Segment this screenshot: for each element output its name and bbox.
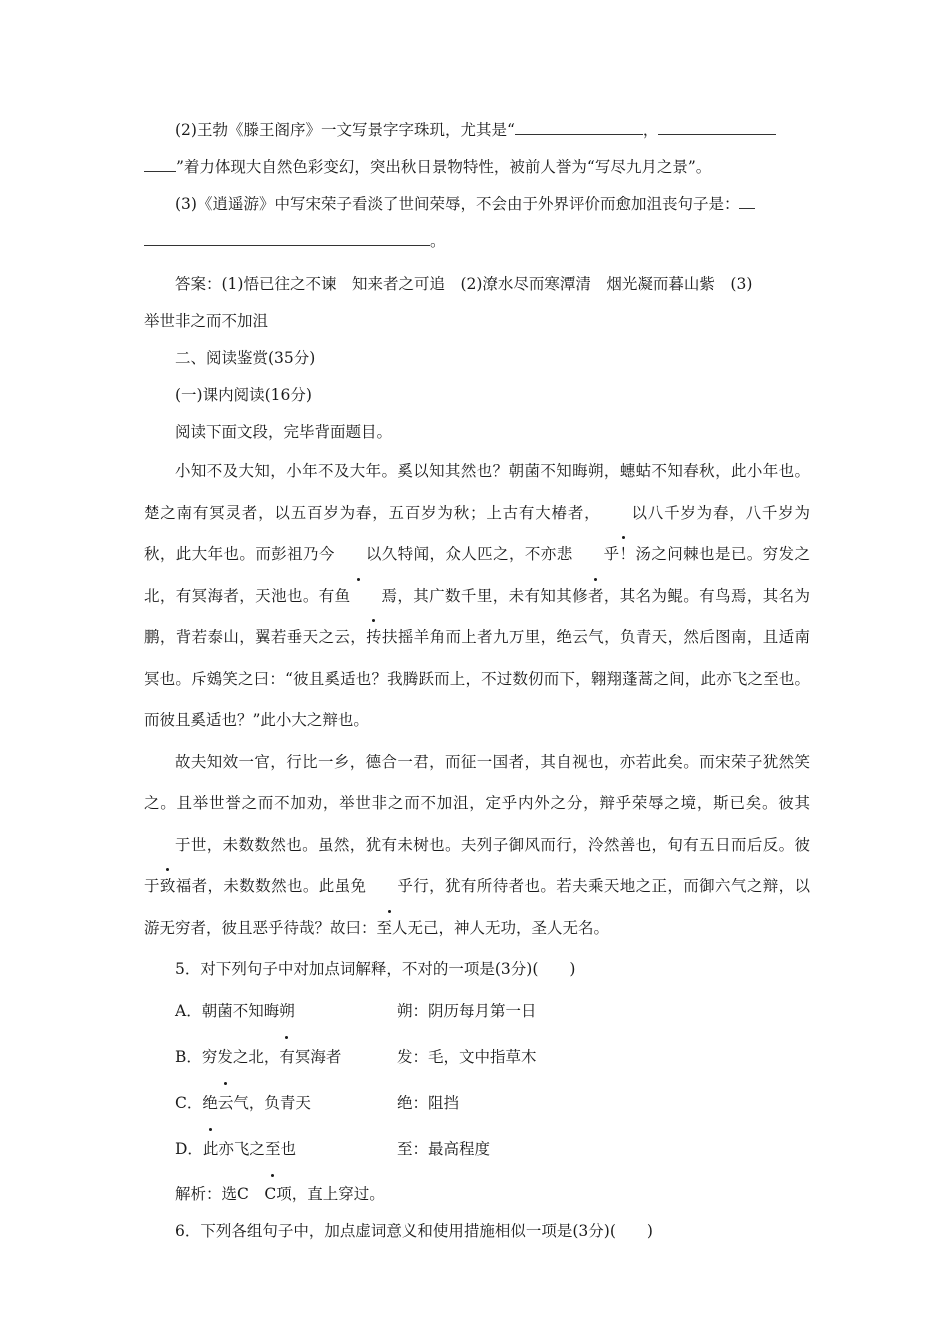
question-2-line-2 xyxy=(144,149,810,186)
dotted-character: 乎 xyxy=(573,534,620,576)
option-text: A．朝菌不知晦 xyxy=(175,1002,280,1020)
reading-instruction: 阅读下面文段，完毕背面题目。 xyxy=(175,423,393,441)
passage-text: ！汤之问棘也是已。穷发之北，有冥海者，天池也。有鱼 xyxy=(144,545,810,605)
option-gloss: 发：毛，文中指草木 xyxy=(397,1048,537,1066)
passage-paragraph-1 xyxy=(144,451,810,742)
blank-line xyxy=(658,117,776,135)
passage-text: 世，未数数然也。虽然，犹有未树也。夫列子御风而行，泠然善也，旬有五日而后反。彼于致福者，未数数然也。此虽免 xyxy=(144,835,810,895)
question-5-option-d xyxy=(144,1126,810,1172)
blank-line xyxy=(739,191,755,209)
question-2-line-1 xyxy=(144,112,810,149)
option-sentence xyxy=(175,988,397,1034)
passage-text: 八千岁为春，八千岁为秋，此大年也。而彭祖乃今 xyxy=(144,503,810,563)
passage-text: 小知不及大知，小年不及大年。奚以知其然也？朝菌不知晦朔，蟪蛄不知春秋，此小年也。楚之南有冥灵者，以五百岁为春，五百岁为秋；上古有大椿者， xyxy=(144,462,810,522)
option-sentence xyxy=(175,1034,397,1080)
dotted-character: 以 xyxy=(335,534,382,576)
question-3-text: (3)《逍遥游》中写宋荣子看淡了世间荣辱，不会由于外界评价而愈加沮丧句子是： xyxy=(175,195,740,213)
answer-line-2: 举世非之而不加沮 xyxy=(144,312,269,330)
question-5-option-c xyxy=(144,1080,810,1126)
dotted-character: 焉 xyxy=(351,576,398,618)
question-3-line-1 xyxy=(144,186,810,223)
dotted-character: 于 xyxy=(144,825,191,867)
blank-line xyxy=(144,228,430,246)
blank-line xyxy=(515,117,643,135)
question-5-stem: 5．对下列句子中对加点词解释，不对的一项是(3分)( ) xyxy=(175,960,576,978)
option-text: 云气，负青天 xyxy=(217,1094,311,1112)
blank-line xyxy=(144,154,176,172)
option-gloss: 至：最高程度 xyxy=(397,1140,491,1158)
option-text: C． xyxy=(175,1094,203,1112)
question-3-end: 。 xyxy=(430,232,446,250)
option-gloss: 朔：阴历每月第一日 xyxy=(397,1002,537,1020)
passage-text: 故夫知效一官，行比一乡，德合一君，而征一国者，其自视也，亦若此矣。而宋荣子犹然笑之。且举世誉之而不加劝，举世非之而不加沮，定乎内外之分，辩乎荣辱之境，斯已矣。彼其 xyxy=(144,752,810,812)
option-sentence xyxy=(175,1080,397,1126)
subsection-heading: (一)课内阅读(16分) xyxy=(175,386,312,404)
option-text: B．穷 xyxy=(175,1048,218,1066)
dotted-character: 以 xyxy=(600,493,647,535)
option-sentence xyxy=(175,1126,397,1172)
dotted-character: 朔 xyxy=(279,988,295,1034)
question-3-line-2 xyxy=(144,223,810,260)
question-5-option-b xyxy=(144,1034,810,1080)
analysis: 解析：选C C项，直上穿过。 xyxy=(175,1185,385,1203)
question-2-comma: ， xyxy=(642,121,659,139)
dotted-character: 乎 xyxy=(366,866,413,908)
option-gloss: 绝：阻挡 xyxy=(397,1094,460,1112)
question-5-option-a xyxy=(144,988,810,1034)
answer-line-1: 答案：(1)悟已往之不谏 知来者之可追 (2)潦水尽而寒潭清 烟光凝而暮山紫 (3) xyxy=(175,275,753,293)
section-heading: 二、阅读鉴赏(35分) xyxy=(175,349,316,367)
question-2-suffix: ”着力体现大自然色彩变幻，突出秋日景物特性，被前人誉为“写尽九月之景”。 xyxy=(176,158,712,176)
option-text: 之北，有冥海者 xyxy=(232,1048,342,1066)
dotted-character: 至 xyxy=(265,1126,281,1172)
dotted-character: 发 xyxy=(217,1034,233,1080)
option-text: D．此亦飞之 xyxy=(175,1140,265,1158)
question-6-stem: 6．下列各组句子中，加点虚词意义和使用措施相似一项是(3分)( ) xyxy=(175,1222,653,1240)
passage-paragraph-2 xyxy=(144,742,810,950)
page-content xyxy=(144,112,810,1250)
passage-text: 久特闻，众人匹之，不亦悲 xyxy=(381,545,573,563)
option-text: 也 xyxy=(280,1140,296,1158)
question-2-prefix: (2)王勃《滕王阁序》一文写景字字珠玑，尤其是“ xyxy=(175,121,515,139)
passage-text: ，其广数千里，未有知其修者，其名为鲲。有鸟焉，其名为鹏，背若泰山，翼若垂天之云，抟扶摇羊角而上者九万里，绝云气，负青天，然后图南，且适南冥也。斥鴳笑之曰：“彼且奚适也？我腾跃而上，不过数仞而下，翱翔蓬蒿之间，此亦飞之至也。而彼且奚适也？”此小大之辩也。 xyxy=(144,586,810,729)
passage-text: 行，犹有所待者也。若夫乘天地之正，而御六气之辩，以游无穷者，彼且恶乎待哉？故曰：至人无己，神人无功，圣人无名。 xyxy=(144,877,810,937)
dotted-character: 绝 xyxy=(202,1080,218,1126)
